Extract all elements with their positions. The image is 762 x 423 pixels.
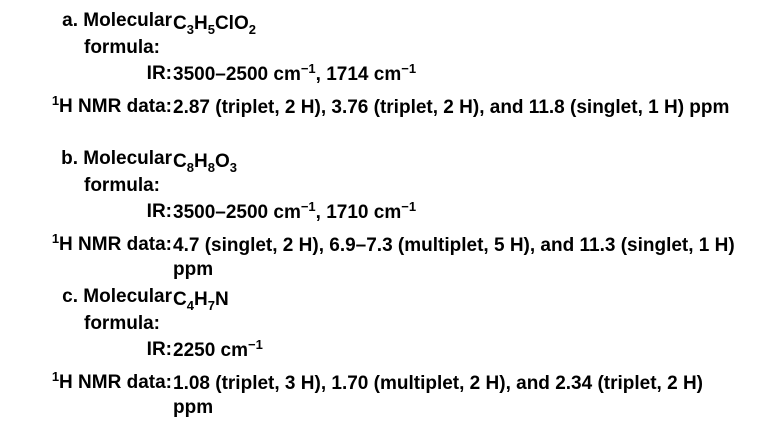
element-count: 7 <box>207 298 215 313</box>
element-count: 3 <box>186 22 194 37</box>
ir-exponent: −1 <box>300 61 316 76</box>
ir-values <box>173 201 748 225</box>
ir-label: IR: <box>146 63 172 84</box>
element-symbol: C <box>173 151 187 172</box>
ir-value-text: 2250 cm <box>173 340 249 361</box>
ir-value-text: , 1714 cm <box>315 64 402 85</box>
problem-letter: a. <box>62 10 79 31</box>
formula-label-text: Molecular <box>83 10 172 31</box>
nmr-label-text: H NMR data: <box>59 234 172 255</box>
ir-exponent: −1 <box>300 199 316 214</box>
ir-values <box>173 339 748 363</box>
element-symbol: C <box>173 13 187 34</box>
ir-exponent: −1 <box>401 61 417 76</box>
ir-exponent: −1 <box>248 337 263 352</box>
element-count: 5 <box>207 22 215 37</box>
element-count: 8 <box>207 160 215 175</box>
element-count: 4 <box>186 298 194 313</box>
ir-label: IR: <box>146 339 172 360</box>
ir-exponent: −1 <box>401 199 417 214</box>
element-symbol: N <box>214 289 229 310</box>
element-symbol: H <box>193 151 208 172</box>
nmr-values: 1.08 (triplet, 3 H), 1.70 (multiplet, 2 H), and 2.34 (triplet, 2 H) ppm <box>173 373 704 418</box>
nmr-isotope: 1 <box>51 369 60 384</box>
element-count: 8 <box>186 160 194 175</box>
formula-label-line-2: formula: <box>84 175 160 196</box>
nmr-values: 4.7 (singlet, 2 H), 6.9–7.3 (multiplet, 5 H), and 11.3 (singlet, 1 H) ppm <box>173 235 735 280</box>
formula-label <box>62 286 172 308</box>
element-count: 3 <box>229 160 237 175</box>
molecular-formula <box>173 288 748 312</box>
ir-values <box>173 63 748 87</box>
formula-label-text: Molecular <box>83 286 172 307</box>
nmr-label <box>51 369 172 394</box>
formula-label <box>61 148 172 170</box>
molecular-formula <box>173 12 748 36</box>
nmr-values: 2.87 (triplet, 2 H), 3.76 (triplet, 2 H), and 11.8 (singlet, 1 H) ppm <box>173 97 730 118</box>
element-count: 2 <box>248 22 256 37</box>
problem-letter: b. <box>61 148 79 169</box>
formula-label-line-2: formula: <box>84 313 160 334</box>
formula-label <box>62 10 172 32</box>
element-symbol: ClO <box>214 13 249 34</box>
nmr-label-text: H NMR data: <box>59 372 172 393</box>
element-symbol: H <box>193 13 208 34</box>
nmr-label-text: H NMR data: <box>59 96 172 117</box>
ir-value-text: 3500–2500 cm <box>173 64 301 85</box>
nmr-isotope: 1 <box>51 231 60 246</box>
ir-label: IR: <box>146 201 172 222</box>
formula-label-text: Molecular <box>83 148 172 169</box>
ir-value-text: 3500–2500 cm <box>173 202 301 223</box>
element-symbol: H <box>193 289 208 310</box>
molecular-formula <box>173 150 748 174</box>
nmr-isotope: 1 <box>51 93 60 108</box>
formula-label-line-2: formula: <box>84 37 160 58</box>
nmr-label <box>51 93 172 118</box>
nmr-label <box>51 231 172 256</box>
ir-value-text: , 1710 cm <box>315 202 402 223</box>
element-symbol: C <box>173 289 187 310</box>
problem-letter: c. <box>62 286 79 307</box>
element-symbol: O <box>214 151 230 172</box>
